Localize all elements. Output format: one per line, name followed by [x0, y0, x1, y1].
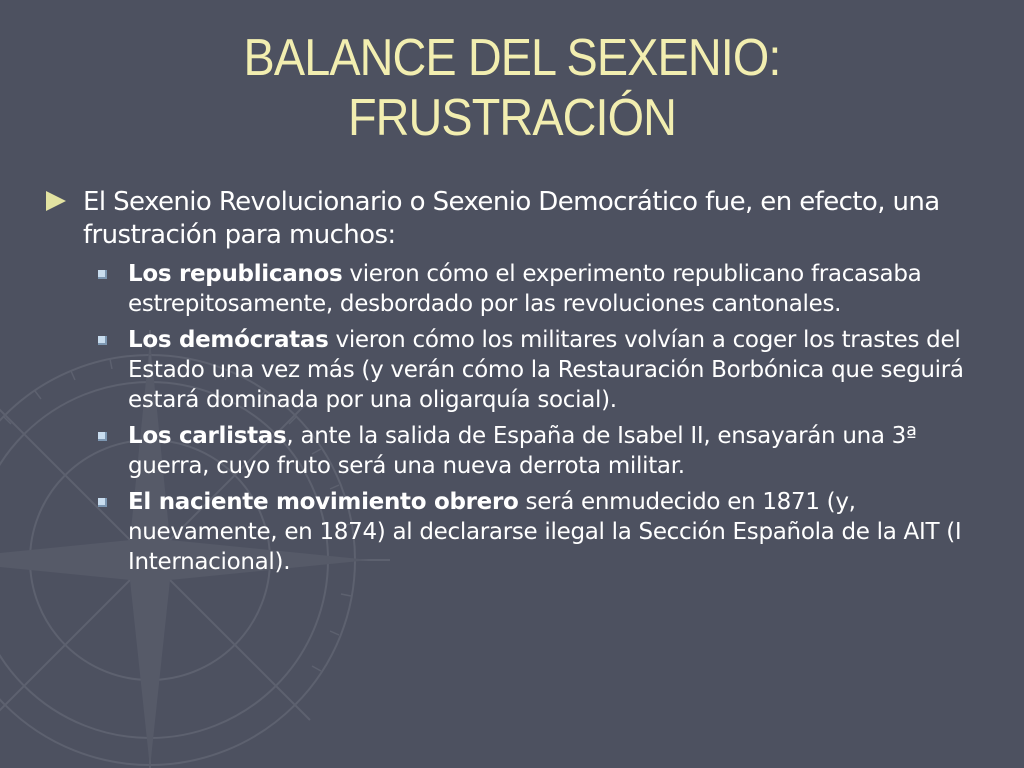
slide-title-line-2: FRUSTRACIÓN: [347, 89, 677, 147]
item-heading: Los republicanos: [128, 261, 343, 287]
triangle-arrow-bullet-icon: [46, 191, 66, 211]
square-bullet-icon: [98, 498, 107, 507]
item-heading: Los carlistas: [128, 423, 287, 449]
item-text: vieron cómo los militares volvían a coger los trastes del Estado una vez más (y verán cómo la Restauración Borbónica que seguirá estará dominada por una oligarquía social).: [128, 327, 964, 413]
square-bullet-icon: [98, 270, 107, 279]
sub-bullet-list: [46, 259, 996, 577]
list-item: [46, 487, 996, 577]
item-text: , ante la salida de España de Isabel II, ensayarán una 3ª guerra, cuyo fruto será una nueva derrota militar.: [128, 423, 917, 479]
item-text: vieron cómo el experimento republicano fracasaba estrepitosamente, desbordado por las revoluciones cantonales.: [128, 261, 922, 317]
item-heading: El naciente movimiento obrero: [128, 489, 519, 515]
item-heading: Los demócratas: [128, 327, 329, 353]
square-bullet-icon: [98, 336, 107, 345]
square-bullet-icon: [98, 432, 107, 441]
list-item: [46, 421, 996, 481]
intro-bullet: [46, 186, 996, 252]
list-item: [46, 325, 996, 415]
intro-text: El Sexenio Revolucionario o Sexenio Democrático fue, en efecto, una frustración para muchos:: [83, 187, 940, 250]
item-text: será enmudecido en 1871 (y, nuevamente, en 1874) al declararse ilegal la Sección Española de la AIT (I Internacional).: [128, 489, 962, 575]
list-item: [46, 259, 996, 319]
slide-title: [141, 28, 883, 148]
slide-title-line-1: BALANCE DEL SEXENIO:: [243, 29, 781, 87]
slide-body: [46, 186, 996, 583]
